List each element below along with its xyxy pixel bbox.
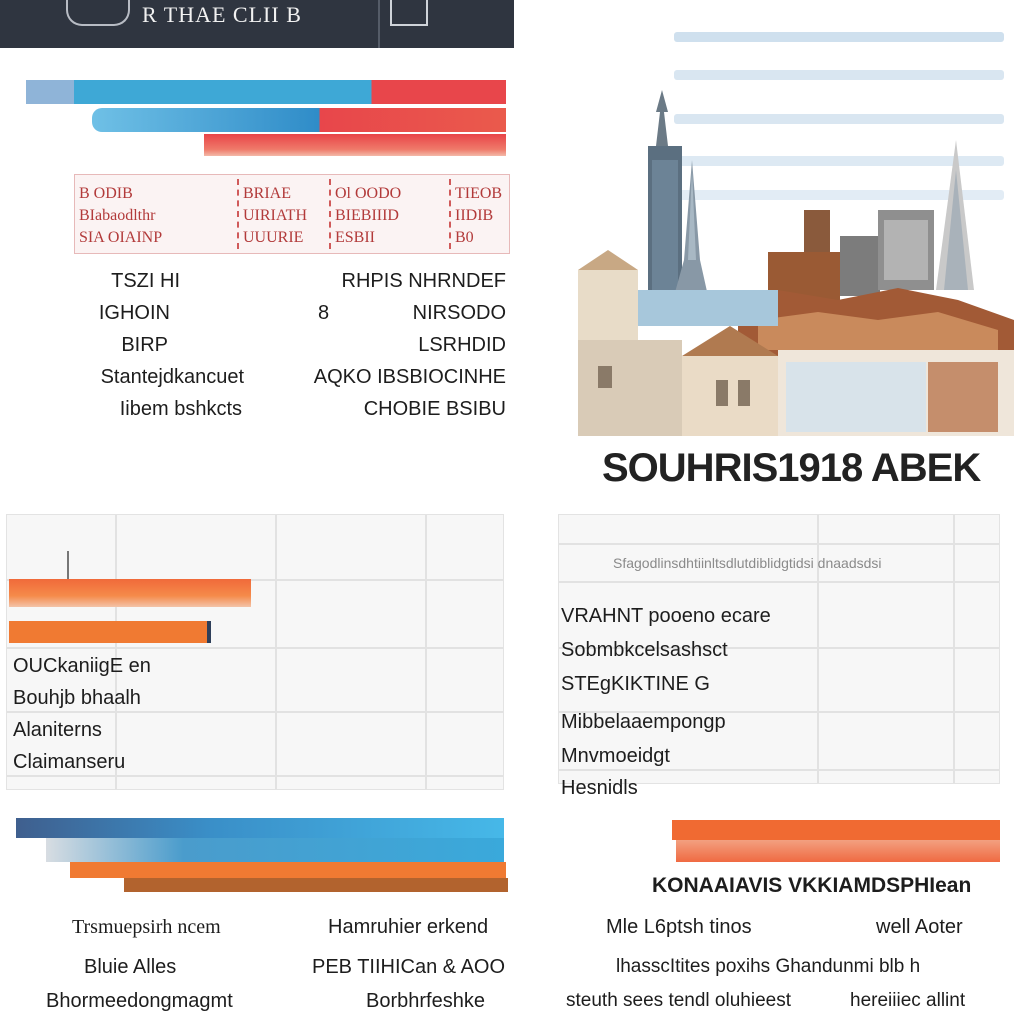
kv-label: BIRP bbox=[121, 334, 168, 356]
kv-label: Iibem bshkcts bbox=[119, 398, 242, 420]
grid-line bbox=[953, 515, 955, 783]
color-bar bbox=[92, 108, 506, 132]
orange-bar bbox=[9, 621, 211, 643]
caption: Bluie Alles bbox=[84, 956, 177, 978]
panel-line: Alaniterns bbox=[13, 719, 102, 741]
city-landmarks-collage bbox=[578, 20, 1014, 436]
color-bar bbox=[70, 862, 506, 878]
caption: steuth sees tendl oluhieest bbox=[566, 990, 791, 1011]
grid-line bbox=[559, 581, 999, 583]
toolbar-divider bbox=[378, 0, 380, 48]
stamp: B ODIB BIabaodlthr SIA OIAINP bbox=[79, 185, 163, 246]
kv-value: LSRHDID bbox=[418, 334, 506, 356]
caption: Bhormeedongmagmt bbox=[46, 990, 233, 1012]
grid-line bbox=[7, 775, 503, 777]
stamp: BRIAE UIRIATH UUURIE bbox=[237, 179, 327, 249]
panel-line: Bouhjb bhaalh bbox=[13, 687, 141, 709]
panel-line: OUCkaniigE en bbox=[13, 655, 151, 677]
square-icon[interactable] bbox=[390, 0, 428, 26]
grid-line bbox=[559, 769, 999, 771]
caption: Borbhrfeshke bbox=[366, 990, 485, 1012]
collage-title: SOUHRIS1918 ABEK bbox=[602, 446, 981, 490]
list-item bbox=[0, 366, 510, 390]
caption: Trsmuepsirh ncem bbox=[72, 916, 221, 938]
panel-line: VRAHNT pooeno ecare bbox=[561, 605, 771, 627]
caption: well Aoter bbox=[876, 916, 963, 938]
caption: Mle L6ptsh tinos bbox=[606, 916, 752, 938]
color-bar bbox=[124, 878, 508, 892]
grid-line bbox=[559, 543, 999, 545]
grid-line bbox=[7, 647, 503, 649]
caption: hereiiiec allint bbox=[850, 990, 966, 1011]
panel-header-text: Sfagodlinsdhtiinltsdlutdiblidgtidsi dnaadsdsi bbox=[613, 555, 882, 571]
right-grid-panel bbox=[558, 514, 1000, 799]
grid-line bbox=[7, 711, 503, 713]
kv-value: NIRSODO bbox=[412, 302, 506, 324]
caption: lhasscItites poxihs Ghandunmi blb h bbox=[616, 956, 921, 977]
bottom-right-heading: KONAAIAVIS VKKIAMDSPHIean bbox=[652, 874, 972, 897]
stamp-strip bbox=[74, 174, 510, 254]
color-bar bbox=[46, 838, 504, 862]
list-item bbox=[0, 302, 510, 326]
list-item bbox=[0, 334, 510, 358]
kv-mid: 8 bbox=[318, 302, 330, 324]
grid-line bbox=[275, 515, 277, 789]
panel-line: Claimanseru bbox=[13, 751, 126, 773]
collage-drawing bbox=[578, 20, 1014, 436]
app-title: R THAE CLII B bbox=[142, 2, 302, 27]
orange-bar bbox=[9, 579, 251, 607]
color-bar bbox=[26, 80, 506, 104]
caption: PEB TIIHICan & AOO bbox=[312, 956, 506, 978]
panel-line: Sobmbkcelsashsct bbox=[561, 639, 728, 661]
grid-line bbox=[115, 515, 117, 789]
rounded-tab-icon[interactable] bbox=[66, 0, 130, 26]
kv-value: CHOBIE BSIBU bbox=[363, 398, 506, 420]
color-bar bbox=[16, 818, 504, 838]
kv-label: Stantejdkancuet bbox=[100, 366, 244, 388]
stamp: TIEOB IIDIB B0 bbox=[449, 179, 509, 249]
color-bar bbox=[672, 820, 1000, 840]
kv-label: IGHOIN bbox=[98, 302, 170, 324]
panel-line: Mnvmoeidgt bbox=[561, 745, 670, 767]
list-item bbox=[0, 398, 510, 422]
caption: Hamruhier erkend bbox=[328, 916, 489, 938]
grid-line bbox=[425, 515, 427, 789]
stamp: Ol OODO BIEBIIID ESBII bbox=[329, 179, 447, 249]
color-bar bbox=[676, 840, 1000, 862]
top-toolbar bbox=[0, 0, 514, 48]
panel-line: STEgKIKTINE G bbox=[561, 673, 710, 695]
kv-label: TSZI HI bbox=[111, 270, 180, 292]
panel-line: Hesnidls bbox=[561, 777, 638, 799]
kv-value: AQKO IBSBIOCINHE bbox=[313, 366, 506, 388]
left-grid-panel bbox=[6, 514, 504, 790]
kv-value: RHPIS NHRNDEF bbox=[341, 270, 506, 292]
panel-line: Mibbelaaempongp bbox=[561, 711, 726, 733]
list-item bbox=[0, 270, 510, 294]
color-bar bbox=[204, 134, 506, 156]
axis-tick bbox=[67, 551, 69, 581]
